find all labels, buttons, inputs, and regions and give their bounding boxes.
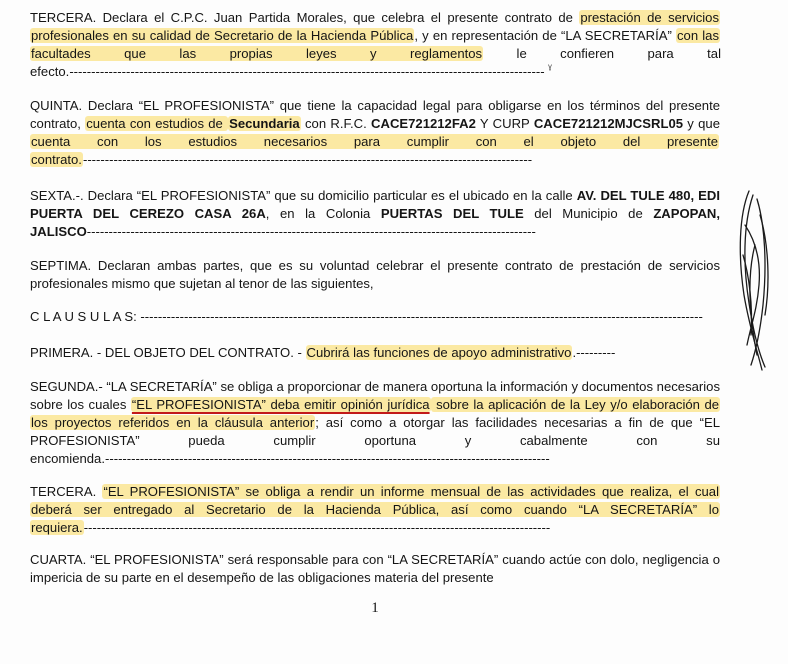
text-run: del Municipio de [523,206,654,221]
address-value: AV. DEL TULE 480, EDI PUERTA DEL CEREZO CASA 26A [30,188,720,221]
clause-quinta [30,97,720,169]
text-run: , y en representación de “LA SECRETARÍA” [414,28,676,43]
text-run: CUARTA. “EL PROFESIONISTA” será responsable para con “LA SECRETARÍA” cuando actúe con dolo, negligencia o impericia de su parte en el desempeño de las obligaciones materia del presente [30,552,720,585]
text-run: TERCERA. Declara el C.P.C. Juan Partida Morales, que celebra el presente contrato de [30,10,580,25]
highlighted-text: cuenta con estudios de [86,116,228,131]
text-run: y que [683,116,720,131]
handwritten-signature-icon [735,185,775,375]
dash-filler: ------------------------------------------------------------------------------------------------------------- [69,64,545,79]
section-heading: C L A U S U L A S: [30,309,137,324]
rfc-value: CACE721212FA2 [371,116,476,131]
clause-segunda [30,378,720,468]
text-run: , en la Colonia [265,206,381,221]
clausulas-heading [30,308,720,326]
dash-filler: ------------------------------------------------------------------------------------------------------- [86,224,536,239]
page-number: 1 [371,600,379,616]
highlighted-text: prestación de servicios profesionales en su calidad de Secretario de la Hacienda Pública [31,10,720,43]
underlined-highlighted-text: “EL PROFESIONISTA” deba emitir opinión jurídica [131,397,430,412]
dash-filler: .--------- [572,345,616,360]
dash-filler: --------------------------------------------------------------------------------------------------------------------------------- [136,309,703,324]
highlighted-text: sobre la aplicación de la Ley y/o elaboración de los proyectos referidos en la cláusula anterior [31,397,720,430]
clause-tercera-declaration [30,9,720,81]
text-run: ; así como a otorgar las facilidades necesarias a fin de que “EL PROFESIONISTA” pueda cumplir oportuna y cabalmente con su encomienda. [30,415,720,466]
scan-mark-icon: ɣ [548,62,553,71]
text-run: le confieren para tal efecto. [30,46,721,79]
curp-value: CACE721212MJCSRL05 [533,116,684,131]
highlighted-text: Cubrirá las funciones de apoyo administrativo [306,345,572,360]
text-run: PRIMERA. - DEL OBJETO DEL CONTRATO. - [30,345,306,360]
text-run: SEXTA.-. Declara “EL PROFESIONISTA” que su domicilio particular es el ubicado en la calle [30,188,577,203]
clause-sexta [30,187,720,241]
text-run: SEGUNDA.- “LA SECRETARÍA” se obliga a proporcionar de manera oportuna la información y documentos necesarios sobre los cuales [30,379,720,412]
dash-filler: ----------------------------------------------------------------------------------------------------------- [83,520,551,535]
text-run: TERCERA. [30,484,103,499]
highlighted-text: “EL PROFESIONISTA” se obliga a rendir un informe mensual de las actividades que realiza, el cual deberá ser entregado al Secretario de la Hacienda Pública, así como cuando “LA SECRETARÍA” lo requiera. [31,484,719,535]
clause-tercera [30,483,720,537]
clause-primera [30,344,720,362]
municipio-value: ZAPOPAN, JALISCO [30,206,720,239]
dash-filler: ------------------------------------------------------------------------------------------------------ [104,451,550,466]
text-run: Y CURP [475,116,534,131]
text-run: SEPTIMA. Declaran ambas partes, que es su voluntad celebrar el presente contrato de prestación de servicios profesionales mismo que sujetan al tenor de las siguientes, [30,258,720,291]
clause-cuarta [30,551,720,587]
highlighted-text: cuenta con los estudios necesarios para cumplir con el objeto del presente contrato. [31,134,718,167]
education-level: Secundaria [229,116,300,131]
colonia-value: PUERTAS DEL TULE [380,206,524,221]
highlighted-text: con las facultades que las propias leyes y reglamentos [31,28,719,61]
text-run: QUINTA. Declara “EL PROFESIONISTA” que tiene la capacidad legal para obligarse en los términos del presente contrato, [30,98,720,131]
text-run: con R.F.C. [300,116,372,131]
clause-septima [30,257,720,293]
dash-filler: ------------------------------------------------------------------------------------------------------- [82,152,533,167]
